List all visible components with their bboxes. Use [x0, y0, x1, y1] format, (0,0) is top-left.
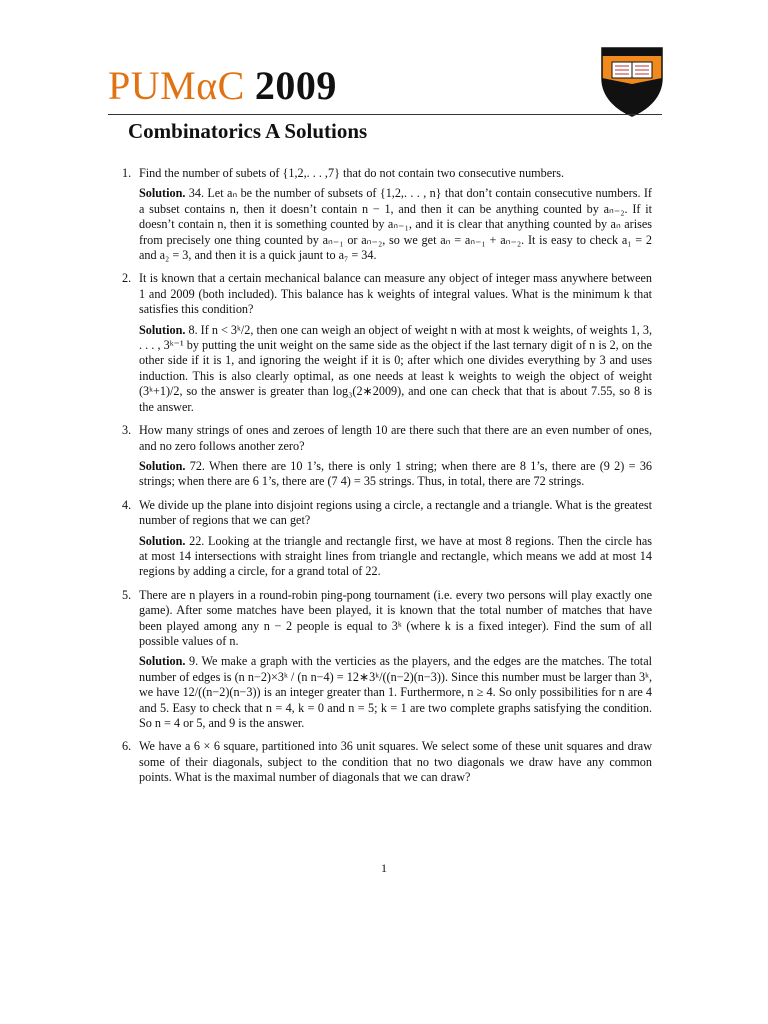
problems-list [122, 166, 652, 794]
problem-question: It is known that a certain mechanical balance can measure any object of integer mass anywhere between 1 and 2009 (both included). This balance has k weights of integral values. What is the minimum k that satisfies this condition? [139, 271, 652, 317]
problem-solution [139, 534, 652, 580]
princeton-shield-icon [598, 44, 666, 118]
problem-solution [139, 459, 652, 490]
solution-text: 22. Looking at the triangle and rectangle first, we have at most 8 regions. Then the circle has at most 14 intersections with straight lines from triangle and rectangle, which means we add at most 14 regions by adding a circle, for a grand total of 22. [139, 533, 653, 579]
logo-letters: PUMαC [108, 63, 245, 108]
solution-label: Solution. [139, 458, 186, 473]
problem-question: How many strings of ones and zeroes of length 10 are there such that there are an even number of ones, and no zero follows another zero? [139, 423, 652, 453]
problem-solution [139, 654, 652, 731]
solution-text: 9. We make a graph with the verticies as the players, and the edges are the matches. The total number of edges is (n n−2)×3ᵏ / (n n−4) = 12∗3ᵏ/((n−2)(n−3)). Since this number must be larger than 3ᵏ, we have 12/((n−2)(n−3)) is an integer greater than 1. Furthermore, n ≥ 4. So only possibilities for n are 4 and 5. Easy to check that n = 4, k = 0 and n = 5; k = 1 are two complete graphs satisfying the condition. So n = 4 or 5, and 9 is the answer. [139, 654, 652, 730]
logo-year: 2009 [254, 63, 337, 108]
problem-3 [122, 423, 652, 490]
header-rule [108, 114, 662, 115]
solution-label: Solution. [139, 322, 186, 337]
page-number: 1 [381, 861, 387, 875]
problem-number: 5. [122, 587, 132, 602]
problem-5 [122, 588, 652, 732]
solution-label: Solution. [139, 654, 186, 669]
problem-1 [122, 166, 652, 263]
problem-number: 3. [122, 423, 132, 438]
solution-text: 8. If n < 3ᵏ/2, then one can weigh an object of weight n with at most k weights, of weights 1, 3, . . . , 3ᵏ⁻¹ by putting the unit weight on the same side as the object if the last ternary digit of n is 2, on the other side if it is 1, and ignoring the weight if it is 0; after which one divides everything by 3 and uses induction. This is also clearly optimal, as one needs at least k weights to weigh the object of weight (3ᵏ+1)/2, so the answer is greater than log₃(2∗2009), and one can check that that is about 7.55, so 8 is the answer. [139, 322, 652, 414]
pumac-logo [108, 63, 337, 108]
problem-number: 4. [122, 497, 132, 512]
problem-question: We have a 6 × 6 square, partitioned into 36 unit squares. We select some of these unit squares and draw some of their diagonals, subject to the condition that no two diagonals we draw have any common points. What is the maximal number of diagonals that we can draw? [139, 739, 652, 785]
page-title: Combinatorics A Solutions [128, 119, 368, 143]
problem-6 [122, 739, 652, 785]
solution-label: Solution. [139, 533, 186, 548]
problem-solution [139, 323, 652, 415]
problem-number: 6. [122, 739, 132, 754]
problem-number: 2. [122, 271, 132, 286]
solution-text: 34. Let aₙ be the number of subsets of {1,2,. . . , n} that don’t contain consecutive numbers. If a subset contains n, then it doesn’t contain n − 1, and then it can be anything counted by aₙ₋₂. If it doesn’t contain n, then it is something counted by aₙ₋₁, and it is clear that anything counted by aₙ arises from precisely one thing counted by aₙ₋₁ or aₙ₋₂, so we get aₙ = aₙ₋₁ + aₙ₋₂. It is easy to check a₁ = 2 and a₂ = 3, and then it is a quick jaunt to a₇ = 34. [139, 186, 652, 263]
problem-2 [122, 271, 652, 415]
solution-label: Solution. [139, 186, 186, 201]
problem-number: 1. [122, 166, 132, 180]
problem-4 [122, 498, 652, 580]
problem-question: Find the number of subets of {1,2,. . . ,7} that do not contain two consecutive numbers. [139, 166, 564, 180]
problem-solution [139, 186, 652, 263]
problem-question: There are n players in a round-robin ping-pong tournament (i.e. every two persons will play exactly one game). After some matches have been played, it is known that the total number of matches that have been played among any n − 2 people is equal to 3ᵏ (where k is a fixed integer). Find the sum of all possible values of n. [139, 587, 652, 648]
problem-question: We divide up the plane into disjoint regions using a circle, a rectangle and a triangle. What is the greatest number of regions that we can get? [139, 497, 652, 528]
solution-text: 72. When there are 10 1’s, there is only 1 string; when there are 8 1’s, there are (9 2) = 36 strings; when there are 6 1’s, there are (7 4) = 35 strings. Thus, in total, there are 72 strings. [139, 458, 653, 489]
